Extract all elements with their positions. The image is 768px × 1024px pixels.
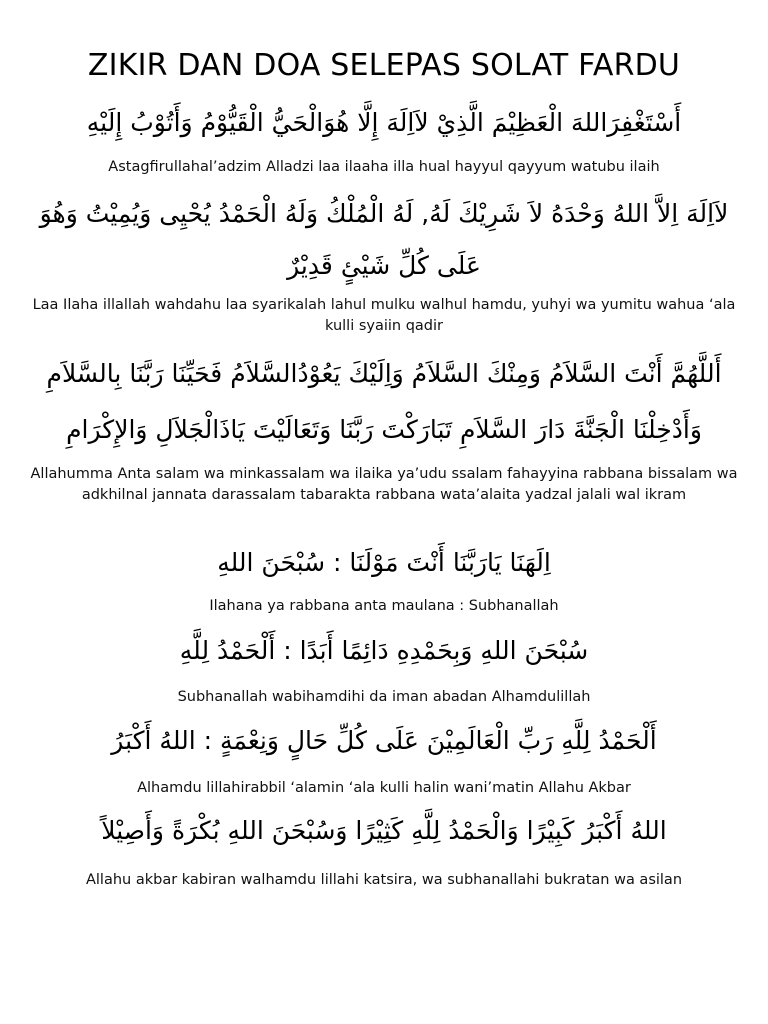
transliteration-tasbih: Subhanallah wabihamdihi da iman abadan Alhamdulillah [177, 689, 591, 705]
page-title: ZIKIR DAN DOA SELEPAS SOLAT FARDU [87, 48, 681, 83]
arabic-text-doa-salam: أَللَّهُمَّ أَنْتَ السَّلاَمُ وَمِنْكَ السَّلاَمُ وَاِلَيْكَ يَعُوْدُالسَّلاَمُ فَحَيِّنَا رَبَّنَا بِالسَّلاَمِ وَأَدْخِلْنَا الْجَنَّةَ دَارَ السَّلاَمِ تَبَارَكْتَ رَبَّنَا وَتَعَالَيْتَ يَاذَالْجَلاَلِ وَالإِكْرَامِ [46, 359, 722, 444]
transliteration-doa-salam: Allahumma Anta salam wa minkassalam wa ilaika ya’udu ssalam fahayyina rabbana bissalam wa adkhilnal jannata darassalam tabarakta rabbana wata’alaita yadzal jalali wal ikram [30, 466, 738, 503]
transliteration-tahmid: Alhamdu lillahirabbil ‘alamin ‘ala kulli halin wani’matin Allahu Akbar [137, 780, 631, 796]
arabic-text-istighfar: أَسْتَغْفِرَاللهَ الْعَظِيْمَ الَّذِيْ لاَاِلَهَ إِلَّا هُوَالْحَيُّ الْقَيُّوْمُ وَأَتُوْبُ إِلَيْهِ [86, 108, 682, 137]
arabic-text-takbir: اللهُ أَكْبَرُ كَبِيْرًا وَالْحَمْدُ لِلَّهِ كَثِيْرًا وَسُبْحَنَ اللهِ بُكْرَةً وَأَصِيْلاً [101, 816, 667, 845]
transliteration-tahlil: Laa Ilaha illallah wahdahu laa syarikalah lahul mulku walhul hamdu, yuhyi wa yumitu wahua ‘ala kulli syaiin qadir [32, 297, 736, 334]
arabic-text-tasbih: سُبْحَنَ اللهِ وَبِحَمْدِهِ دَائِمًا أَبَدًا : أَلْحَمْدُ لِلَّهِ [179, 636, 589, 665]
arabic-text-tahmid: أَلْحَمْدُ لِلَّهِ رَبِّ الْعَالَمِيْنَ عَلَى كُلِّ حَالٍ وَنِعْمَةٍ : اللهُ أَكْبَرُ [111, 726, 657, 755]
arabic-text-tahlil: لاَاِلَهَ اِلاَّ اللهُ وَحْدَهُ لاَ شَرِيْكَ لَهُ, لَهُ الْمُلْكُ وَلَهُ الْحَمْدُ يُحْيِى وَيُمِيْتُ وَهُوَ عَلَى كُلِّ شَيْئٍ قَدِيْرٌ [39, 199, 729, 280]
transliteration-ilahana: Ilahana ya rabbana anta maulana : Subhanallah [209, 598, 559, 614]
transliteration-istighfar: Astagfirullahal’adzim Alladzi laa ilaaha illa hual hayyul qayyum watubu ilaih [108, 159, 660, 175]
arabic-text-ilahana: اِلَهَنَا يَارَبَّنَا أَنْتَ مَوْلَنَا : سُبْحَنَ اللهِ [217, 548, 551, 577]
transliteration-takbir: Allahu akbar kabiran walhamdu lillahi katsira, wa subhanallahi bukratan wa asilan [85, 872, 683, 888]
